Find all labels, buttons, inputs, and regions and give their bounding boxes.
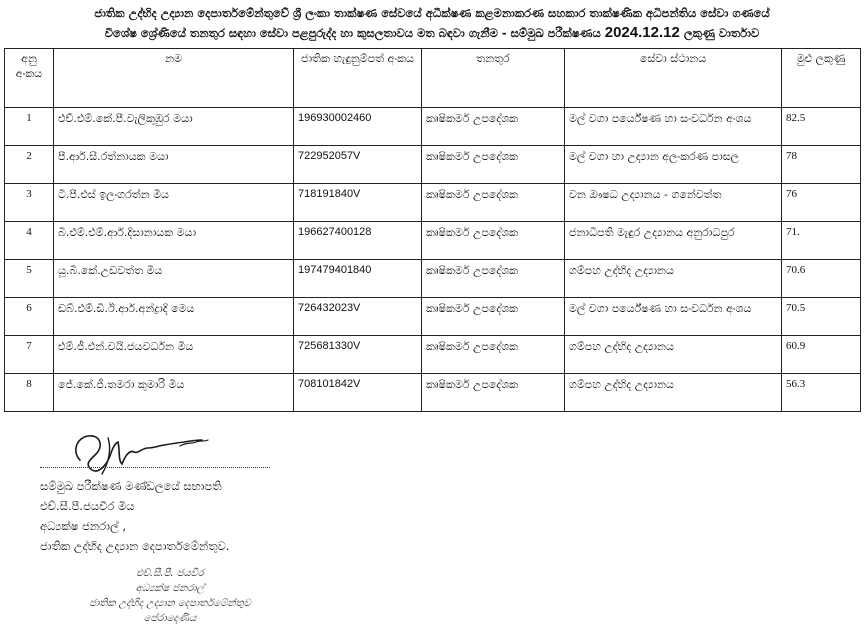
signature-text: [40, 476, 229, 556]
cell-total-marks: 76: [782, 184, 861, 222]
cell-total-marks: 78: [782, 146, 861, 184]
signature-line-3: අධ්‍යක්ෂ ජනරාල් ,: [40, 519, 127, 533]
cell-post: කෘෂිකර්ම උපදේශක: [422, 222, 565, 260]
cell-nic: 722952057V: [294, 146, 422, 184]
cell-name: ඩබ්.එම්.ඩී.ඊ.ආර්.අන්ද්‍රාදි මෙය: [54, 298, 294, 336]
cell-serial-no: 7: [5, 336, 54, 374]
cell-total-marks: 60.9: [782, 336, 861, 374]
table-row: [5, 222, 861, 260]
cell-total-marks: 70.6: [782, 260, 861, 298]
table-row: [5, 374, 861, 412]
signature-line-2: එච්.සී.පී.ජයවීර මිය: [40, 499, 135, 513]
table-row: [5, 184, 861, 222]
cell-name: බී.එම්.එම්.ආර්.දිසානායක මයා: [54, 222, 294, 260]
cell-total-marks: 71.: [782, 222, 861, 260]
cell-name: යූ.බී.කේ.උඩවත්ත මිය: [54, 260, 294, 298]
heading-line-2-text: විශේෂ ශ්‍රේණියේ තනතුර සඳහා සේවා පළපුරුද්ද හා කුසලතාවය මත බඳවා ගැනීම - සම්මුඛ පරීක්ෂණය: [104, 26, 601, 40]
cell-station: වන ඖෂධ උද්‍යානය - ගනේවත්ත: [565, 184, 782, 222]
cell-total-marks: 56.3: [782, 374, 861, 412]
cell-serial-no: 4: [5, 222, 54, 260]
cell-serial-no: 2: [5, 146, 54, 184]
cell-station: ජනාධිපති මැඳුර උද්‍යානය අනුරාධපුර: [565, 222, 782, 260]
cell-nic: 725681330V: [294, 336, 422, 374]
cell-station: මල් වගා පර්යේෂණ හා සංවර්ධන අංශය: [565, 298, 782, 336]
header-post: තනතුර: [422, 49, 565, 108]
stamp-line-3: ජාතික උද්භිද උද්‍යාන දෙපාර්තමේන්තුව: [89, 598, 251, 609]
cell-nic: 708101842V: [294, 374, 422, 412]
cell-name: එච්.එම්.කේ.පී.වැලිකුඹුර මයා: [54, 108, 294, 146]
header-total-marks: මුළු ලකුණු: [782, 49, 861, 108]
heading-line-1: ජාතික උද්භිද උද්‍යාන දෙපාර්තමේන්තුවේ ශ්‍රී ලංකා තාක්ෂණ සේවයේ අධීක්ෂණ කළමනාකරණ සහකාර තාක්ෂණික අධිපන්තිය සේවා ගණයේ: [94, 6, 770, 20]
cell-post: කෘෂිකර්ම උපදේශක: [422, 108, 565, 146]
cell-serial-no: 1: [5, 108, 54, 146]
cell-nic: 197479401840: [294, 260, 422, 298]
cell-post: කෘෂිකර්ම උපදේශක: [422, 298, 565, 336]
header-serial-no: අනු අංකය: [5, 49, 54, 108]
cell-station: මල් වගා හා උද්‍යාන අලංකරණ පාසල: [565, 146, 782, 184]
cell-serial-no: 3: [5, 184, 54, 222]
official-stamp: [60, 566, 280, 626]
cell-nic: 196930002460: [294, 108, 422, 146]
header-name: නම: [54, 49, 294, 108]
cell-station: ගම්පහ උද්භිද උද්‍යානය: [565, 336, 782, 374]
stamp-line-4: පේරාදෙණිය: [143, 613, 197, 624]
cell-total-marks: 82.5: [782, 108, 861, 146]
stamp-line-1: එච්.සී.පී. ජයවීර: [136, 568, 204, 579]
marks-table: [4, 48, 861, 412]
cell-post: කෘෂිකර්ම උපදේශක: [422, 260, 565, 298]
table-row: [5, 260, 861, 298]
cell-name: පී.ආර්.සී.රත්නායක මයා: [54, 146, 294, 184]
cell-serial-no: 6: [5, 298, 54, 336]
header-station: සේවා ස්ථානය: [565, 49, 782, 108]
cell-nic: 726432023V: [294, 298, 422, 336]
stamp-line-2: අධ්‍යක්ෂ ජනරාල්: [135, 583, 205, 594]
document-heading: [0, 4, 864, 43]
interview-date: 2024.12.12: [604, 24, 680, 41]
heading-line-2: [0, 23, 864, 43]
cell-nic: 718191840V: [294, 184, 422, 222]
header-nic: ජාතික හැඳුනුම්පත් අංකය: [294, 49, 422, 108]
cell-post: කෘෂිකර්ම උපදේශක: [422, 336, 565, 374]
cell-name: එම්.ජී.එන්.වයි.ජයවර්ධන මිය: [54, 336, 294, 374]
cell-name: ජේ.කේ.ජී.තමරා කුමාරි මිය: [54, 374, 294, 412]
cell-serial-no: 8: [5, 374, 54, 412]
cell-station: ගම්පහ උද්භිද උද්‍යානය: [565, 374, 782, 412]
cell-total-marks: 70.5: [782, 298, 861, 336]
cell-nic: 196627400128: [294, 222, 422, 260]
table-row: [5, 298, 861, 336]
heading-line-2-suffix: ලකුණු වාර්තාව: [683, 26, 760, 40]
cell-serial-no: 5: [5, 260, 54, 298]
cell-station: මල් වගා පර්යේෂණ හා සංවර්ධන අංශය: [565, 108, 782, 146]
cell-post: කෘෂිකර්ම උපදේශක: [422, 184, 565, 222]
cell-station: ගම්පහ උද්භිද උද්‍යානය: [565, 260, 782, 298]
signature-dotted-line: [40, 467, 270, 468]
cell-post: කෘෂිකර්ම උපදේශක: [422, 146, 565, 184]
table-row: [5, 336, 861, 374]
handwritten-signature: [62, 430, 222, 480]
signature-line-4: ජාතික උද්භිද උද්‍යාන දෙපාර්තමේන්තුව.: [40, 539, 230, 553]
table-row: [5, 108, 861, 146]
table-row: [5, 146, 861, 184]
cell-name: ටී.පී.එස් ඉලංගරත්න මිය: [54, 184, 294, 222]
cell-post: කෘෂිකර්ම උපදේශක: [422, 374, 565, 412]
table-header-row: [5, 49, 861, 108]
signature-line-1: සම්මුඛ පරීක්ෂණ මණ්ඩලයේ සභාපති: [40, 479, 222, 493]
